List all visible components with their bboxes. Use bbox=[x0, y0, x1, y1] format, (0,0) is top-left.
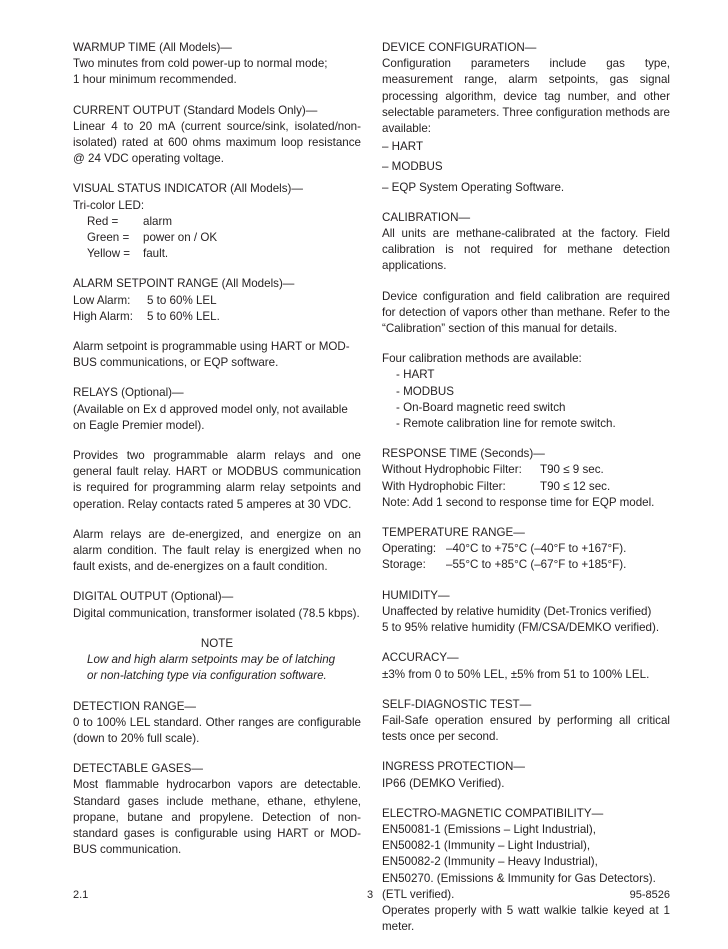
digital-output-text: Digital communication, transformer isolated (78.5 kbps). bbox=[73, 606, 360, 620]
current-output-text: Linear 4 to 20 mA (current source/sink, isolated/non-isolated) rated at 600 ohms maximum loop resistance @ 24 VDC operating voltage. bbox=[73, 119, 361, 166]
alarm-key: Low Alarm: bbox=[73, 293, 131, 307]
humidity-section bbox=[382, 588, 670, 637]
response-time-section bbox=[382, 446, 670, 511]
current-output-heading: CURRENT OUTPUT (Standard Models Only)— bbox=[73, 103, 318, 117]
response-time-row bbox=[382, 479, 670, 495]
led-row bbox=[73, 246, 361, 262]
emc-heading: ELECTRO-MAGNETIC COMPATIBILITY— bbox=[382, 806, 604, 820]
warmup-line: 1 hour minimum recommended. bbox=[73, 73, 237, 87]
alarm-key: High Alarm: bbox=[73, 309, 133, 323]
relays-p2-block bbox=[73, 448, 361, 513]
temperature-key: Operating: bbox=[382, 542, 437, 556]
alarm-setpoint-note: Alarm setpoint is programmable using HART or MOD-BUS communications, or EQP software. bbox=[73, 340, 350, 370]
led-value: power on / OK bbox=[143, 231, 218, 245]
response-time-note: Note: Add 1 second to response time for EQP model. bbox=[382, 495, 655, 509]
device-config-section bbox=[382, 40, 670, 196]
digital-output-heading: DIGITAL OUTPUT (Optional)— bbox=[73, 590, 234, 604]
visual-status-heading: VISUAL STATUS INDICATOR (All Models)— bbox=[73, 182, 303, 196]
calibration-p2: Device configuration and field calibration are required for detection of vapors other than methane. Refer to the “Calibration” section of this manual for details. bbox=[382, 289, 670, 336]
note-block bbox=[73, 636, 361, 685]
relays-p3: Alarm relays are de-energized, and energize on an alarm condition. The fault relay is energized when no fault exists, and de-energizes on a fault condition. bbox=[73, 527, 361, 574]
ingress-text: IP66 (DEMKO Verified). bbox=[382, 776, 505, 790]
config-method-item: – MODBUS bbox=[382, 160, 443, 174]
calibration-heading: CALIBRATION— bbox=[382, 210, 471, 224]
current-output-section bbox=[73, 103, 361, 168]
emc-line: EN50270. (Emissions & Immunity for Gas Detectors). bbox=[382, 871, 656, 885]
detection-range-text: 0 to 100% LEL standard. Other ranges are configurable (down to 20% full scale). bbox=[73, 715, 361, 745]
alarm-row bbox=[73, 293, 361, 309]
config-method-item: – HART bbox=[382, 140, 424, 154]
response-time-key: Without Hydrophobic Filter: bbox=[382, 463, 522, 477]
visual-status-section bbox=[73, 181, 361, 262]
emc-text: Operates properly with 5 watt walkie talkie keyed at 1 meter. bbox=[382, 903, 670, 934]
note-title: NOTE bbox=[200, 636, 234, 650]
led-key: Red = bbox=[87, 214, 119, 228]
temperature-section bbox=[382, 525, 670, 574]
alarm-setpoint-heading: ALARM SETPOINT RANGE (All Models)— bbox=[73, 277, 295, 291]
response-time-value: T90 ≤ 12 sec. bbox=[540, 479, 611, 493]
detection-range-heading: DETECTION RANGE— bbox=[73, 699, 197, 713]
humidity-heading: HUMIDITY— bbox=[382, 588, 450, 602]
footer-doc-number: 95-8526 bbox=[629, 889, 670, 901]
accuracy-heading: ACCURACY— bbox=[382, 651, 459, 665]
temperature-value: –55°C to +85°C (–67°F to +185°F). bbox=[446, 558, 627, 572]
humidity-line: Unaffected by relative humidity (Det-Tronics verified) bbox=[382, 604, 652, 618]
led-key: Green = bbox=[87, 231, 130, 245]
note-line: or non-latching type via configuration software. bbox=[87, 669, 327, 683]
alarm-value: 5 to 60% LEL. bbox=[147, 309, 220, 323]
calibration-p1: All units are methane-calibrated at the factory. Field calibration is not required for methane detection applications. bbox=[382, 227, 670, 273]
calibration-methods-block bbox=[382, 351, 670, 432]
temperature-heading: TEMPERATURE RANGE— bbox=[382, 526, 525, 540]
led-value: alarm bbox=[143, 214, 172, 228]
emc-line: (ETL verified). bbox=[382, 887, 455, 901]
humidity-line: 5 to 95% relative humidity (FM/CSA/DEMKO verified). bbox=[382, 621, 660, 635]
ingress-heading: INGRESS PROTECTION— bbox=[382, 760, 526, 774]
relays-p2: Provides two programmable alarm relays and one general fault relay. HART or MODBUS communication is required for programming alarm relay setpoints and operation. Relay contacts rated 5 amperes at 30 VDC. bbox=[73, 449, 361, 511]
calibration-method-item: - Remote calibration line for remote switch. bbox=[396, 417, 616, 431]
temperature-row bbox=[382, 541, 670, 557]
detectable-gases-heading: DETECTABLE GASES— bbox=[73, 762, 203, 776]
accuracy-section bbox=[382, 650, 670, 682]
calibration-method-item: - HART bbox=[396, 368, 435, 382]
relays-heading: RELAYS (Optional)— bbox=[73, 386, 184, 400]
calibration-section bbox=[382, 210, 670, 275]
calibration-p2-block bbox=[382, 289, 670, 338]
emc-section bbox=[382, 806, 670, 936]
footer-page-number: 3 bbox=[366, 889, 374, 901]
digital-output-section bbox=[73, 589, 361, 621]
led-key: Yellow = bbox=[87, 247, 131, 261]
relays-p1: (Available on Ex d approved model only, not available on Eagle Premier model). bbox=[73, 402, 348, 432]
led-row bbox=[73, 214, 361, 230]
self-diagnostic-text: Fail-Safe operation ensured by performing all critical tests once per second. bbox=[382, 713, 670, 744]
calibration-p3: Four calibration methods are available: bbox=[382, 352, 582, 366]
temperature-row bbox=[382, 557, 670, 573]
ingress-section bbox=[382, 759, 670, 791]
warmup-line: Two minutes from cold power-up to normal mode; bbox=[73, 57, 328, 71]
accuracy-text: ±3% from 0 to 50% LEL, ±5% from 51 to 100% LEL. bbox=[382, 667, 650, 681]
note-line: Low and high alarm setpoints may be of latching bbox=[87, 653, 336, 667]
emc-line: EN50081-1 (Emissions – Light Industrial), bbox=[382, 822, 596, 836]
temperature-key: Storage: bbox=[382, 558, 426, 572]
detection-range-section bbox=[73, 699, 361, 748]
device-config-text: Configuration parameters include gas type, measurement range, alarm setpoints, gas signal processing algorithm, device tag number, and other selectable parameters. Three configuration methods are available: bbox=[382, 57, 670, 136]
response-time-heading: RESPONSE TIME (Seconds)— bbox=[382, 447, 545, 461]
warmup-heading: WARMUP TIME (All Models)— bbox=[73, 41, 232, 54]
calibration-method-item: - On-Board magnetic reed switch bbox=[396, 400, 566, 414]
calibration-method-item: - MODBUS bbox=[396, 384, 454, 398]
led-value: fault. bbox=[143, 247, 169, 261]
self-diagnostic-heading: SELF-DIAGNOSTIC TEST— bbox=[382, 697, 532, 711]
alarm-setpoint-note-block bbox=[73, 339, 361, 371]
detectable-gases-section bbox=[73, 761, 361, 858]
led-row bbox=[73, 230, 361, 246]
response-time-key: With Hydrophobic Filter: bbox=[382, 479, 506, 493]
left-column bbox=[73, 40, 361, 872]
alarm-value: 5 to 60% LEL bbox=[147, 293, 217, 307]
relays-section bbox=[73, 385, 361, 434]
alarm-setpoint-section bbox=[73, 276, 361, 325]
warmup-section bbox=[73, 40, 361, 89]
footer-revision: 2.1 bbox=[73, 889, 89, 901]
emc-line: EN50082-1 (Immunity – Light Industrial), bbox=[382, 839, 591, 853]
visual-status-intro: Tri-color LED: bbox=[73, 198, 145, 212]
emc-line: EN50082-2 (Immunity – Heavy Industrial), bbox=[382, 855, 598, 869]
right-column bbox=[382, 40, 670, 949]
self-diagnostic-section bbox=[382, 697, 670, 746]
response-time-row bbox=[382, 462, 670, 478]
detectable-gases-text: Most flammable hydrocarbon vapors are detectable. Standard gases include methane, ethane, ethylene, propane, butane and propylene. Detection of non-standard gases is configurable using HART or MOD-BUS communication. bbox=[73, 778, 361, 857]
relays-p3-block bbox=[73, 527, 361, 576]
device-config-heading: DEVICE CONFIGURATION— bbox=[382, 41, 537, 54]
temperature-value: –40°C to +75°C (–40°F to +167°F). bbox=[446, 542, 627, 556]
alarm-row bbox=[73, 309, 361, 325]
response-time-value: T90 ≤ 9 sec. bbox=[540, 463, 604, 477]
config-method-item: – EQP System Operating Software. bbox=[382, 180, 565, 194]
